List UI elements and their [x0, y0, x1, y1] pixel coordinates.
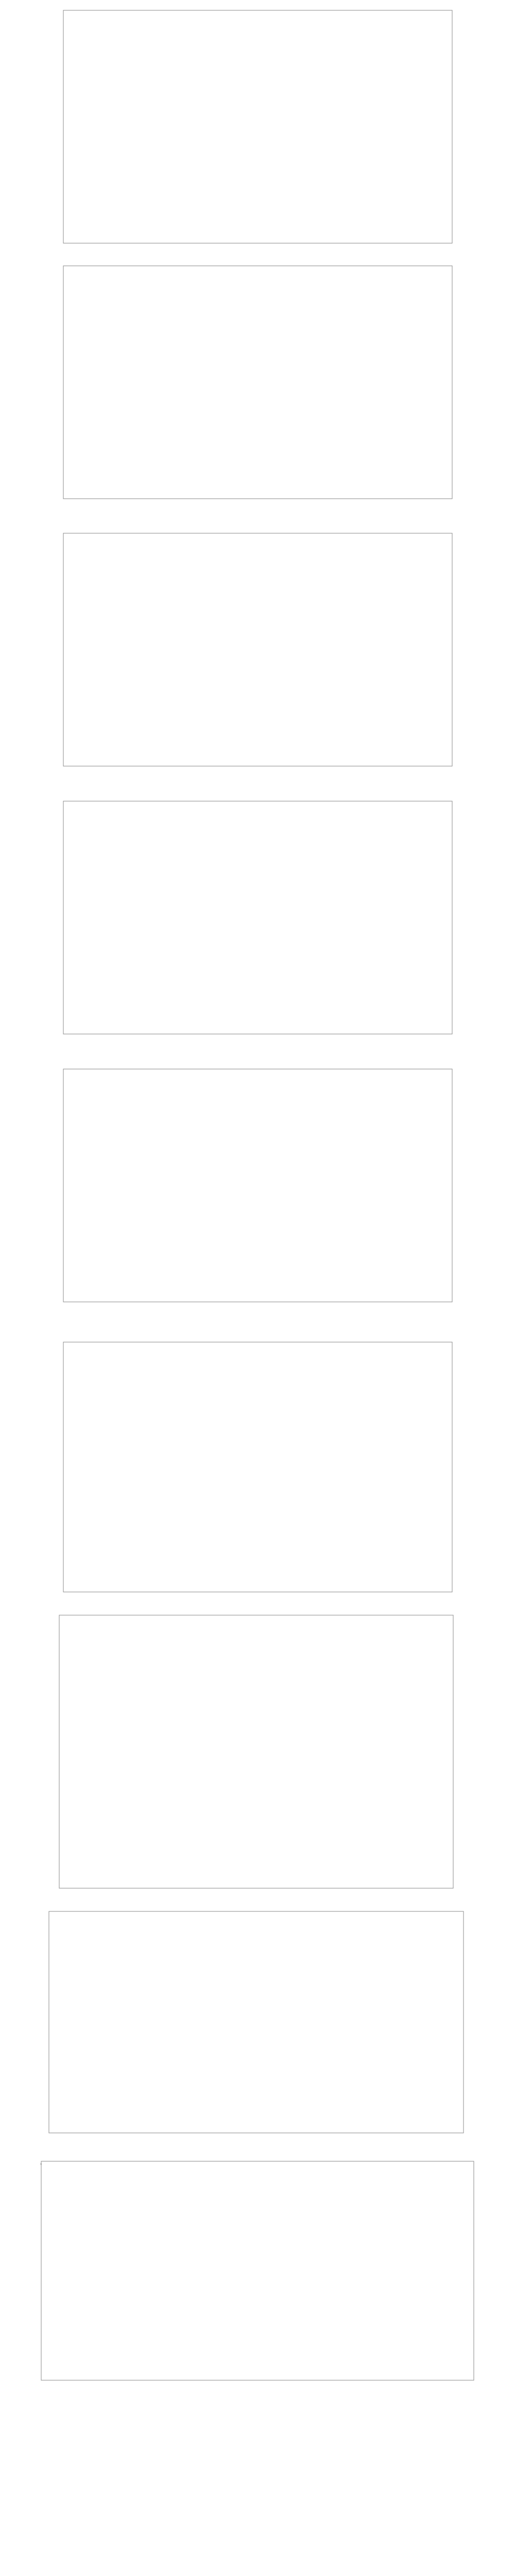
- wind-speed-frame: [41, 2161, 474, 2380]
- grass-frame: [63, 1069, 452, 1302]
- rainfall-frame: [63, 1342, 452, 1592]
- pressure-frame: [63, 801, 452, 1034]
- mixing-frame: [63, 533, 452, 766]
- humidity-frame: [63, 266, 452, 499]
- temperature-frame: [63, 10, 452, 243]
- sunshine-frame: [59, 1615, 453, 1888]
- wind-direction-frame: [49, 1911, 464, 2133]
